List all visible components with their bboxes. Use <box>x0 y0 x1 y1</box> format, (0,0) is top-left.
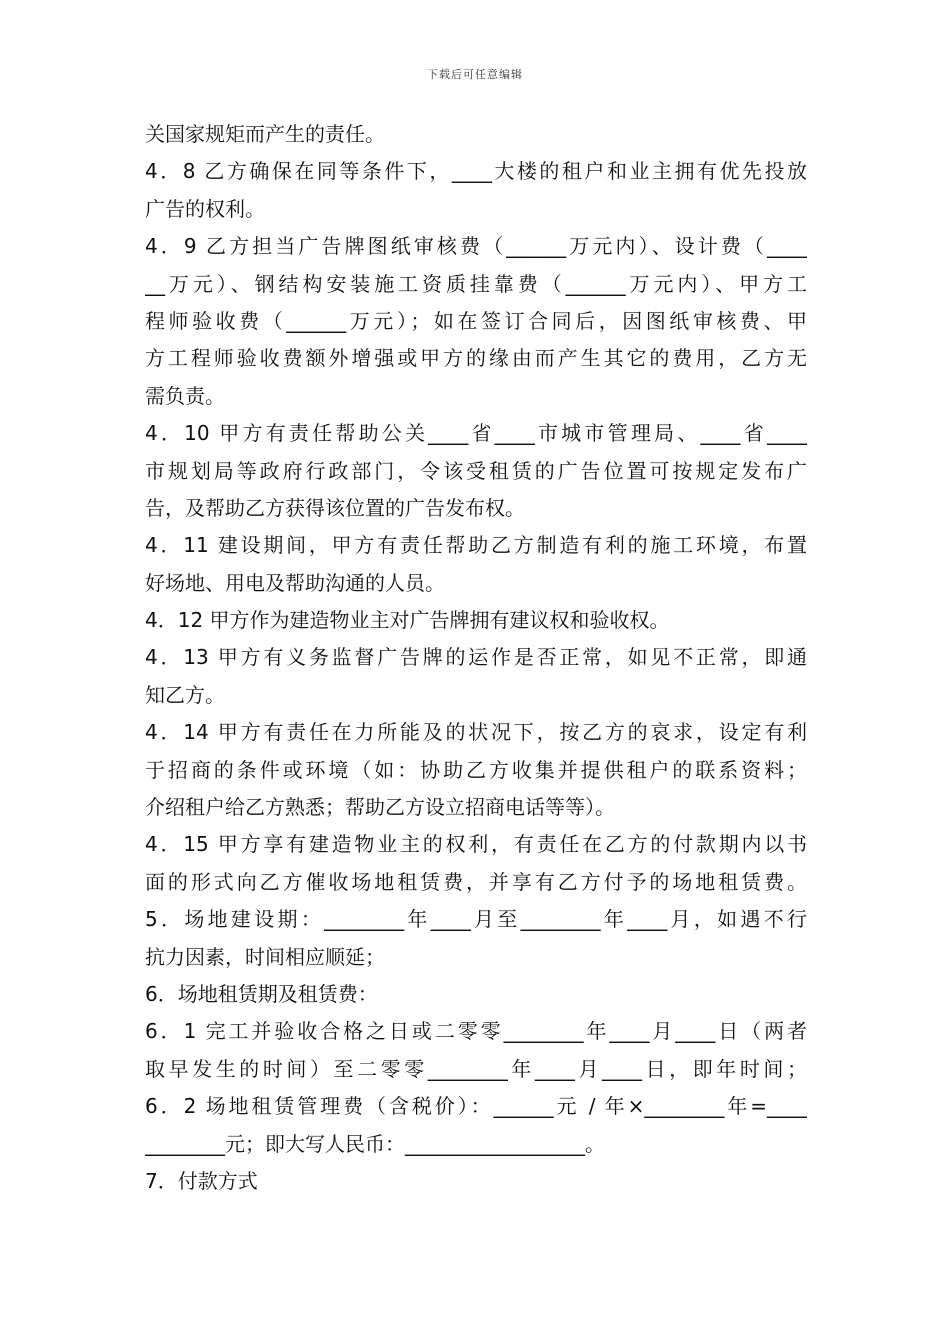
text-line: 面的形式向乙方催收场地租赁费，并享有乙方付予的场地租赁费。 <box>145 869 807 894</box>
text-line: 关国家规矩而产生的责任。 <box>145 122 385 146</box>
text-line: 程师验收费（______万元）；如在签订合同后，因图纸审核费、甲 <box>145 308 807 333</box>
text-line: 方工程师验收费额外增强或甲方的缘由而产生其它的费用，乙方无 <box>145 346 807 371</box>
text-line: 5．场地建设期：________年____月至________年____月，如遇不行 <box>145 907 807 932</box>
text-line: 4．8 乙方确保在同等条件下，____大楼的租户和业主拥有优先投放 <box>145 159 807 184</box>
text-line: 介绍租户给乙方熟悉；帮助乙方设立招商电话等等）。 <box>145 795 615 820</box>
text-line: 好场地、用电及帮助沟通的人员。 <box>145 570 445 595</box>
text-line: 告，及帮助乙方获得该位置的广告发布权。 <box>145 495 525 520</box>
text-line: 6．2 场地租赁管理费（含税价）：______元 / 年×________年=____ <box>145 1094 807 1119</box>
text-line: 于招商的条件或环境（如：协助乙方收集并提供租户的联系资料； <box>145 757 807 782</box>
text-line: 知乙方。 <box>145 682 225 707</box>
text-line: 6．场地租赁期及租赁费： <box>145 981 378 1006</box>
text-line: 4．15 甲方享有建造物业主的权利，有责任在乙方的付款期内以书 <box>145 832 807 857</box>
text-line: 7．付款方式 <box>145 1168 258 1193</box>
page-header: 下载后可任意编辑 <box>427 68 523 81</box>
text-line: 4．13 甲方有义务监督广告牌的运作是否正常，如见不正常，即通 <box>145 645 807 670</box>
text-line: 4．11 建设期间，甲方有责任帮助乙方制造有利的施工环境，布置 <box>145 533 807 558</box>
text-line: 4．12 甲方作为建造物业主对广告牌拥有建议权和验收权。 <box>145 608 670 633</box>
text-line: 市规划局等政府行政部门，令该受租赁的广告位置可按规定发布广 <box>145 458 807 483</box>
text-line: 广告的权利。 <box>145 196 265 221</box>
text-line: 6．1 完工并验收合格之日或二零零________年____月____日（两者 <box>145 1019 807 1044</box>
text-line: __万元）、钢结构安装施工资质挂靠费（______万元内）、甲方工 <box>145 271 807 296</box>
text-line: 需负责。 <box>145 383 225 408</box>
text-line: 4．9 乙方担当广告牌图纸审核费（______万元内）、设计费（____ <box>145 234 807 259</box>
text-line: 取早发生的时间）至二零零________年____月____日，即年时间； <box>145 1056 807 1081</box>
text-line: 抗力因素，时间相应顺延； <box>145 944 385 969</box>
text-line: 4．14 甲方有责任在力所能及的状况下，按乙方的哀求，设定有利 <box>145 720 807 745</box>
text-line: 4．10 甲方有责任帮助公关____省____市城市管理局、____省____ <box>145 421 807 446</box>
text-line: ________元；即大写人民币：__________________。 <box>145 1131 605 1156</box>
document-body <box>145 116 807 1200</box>
